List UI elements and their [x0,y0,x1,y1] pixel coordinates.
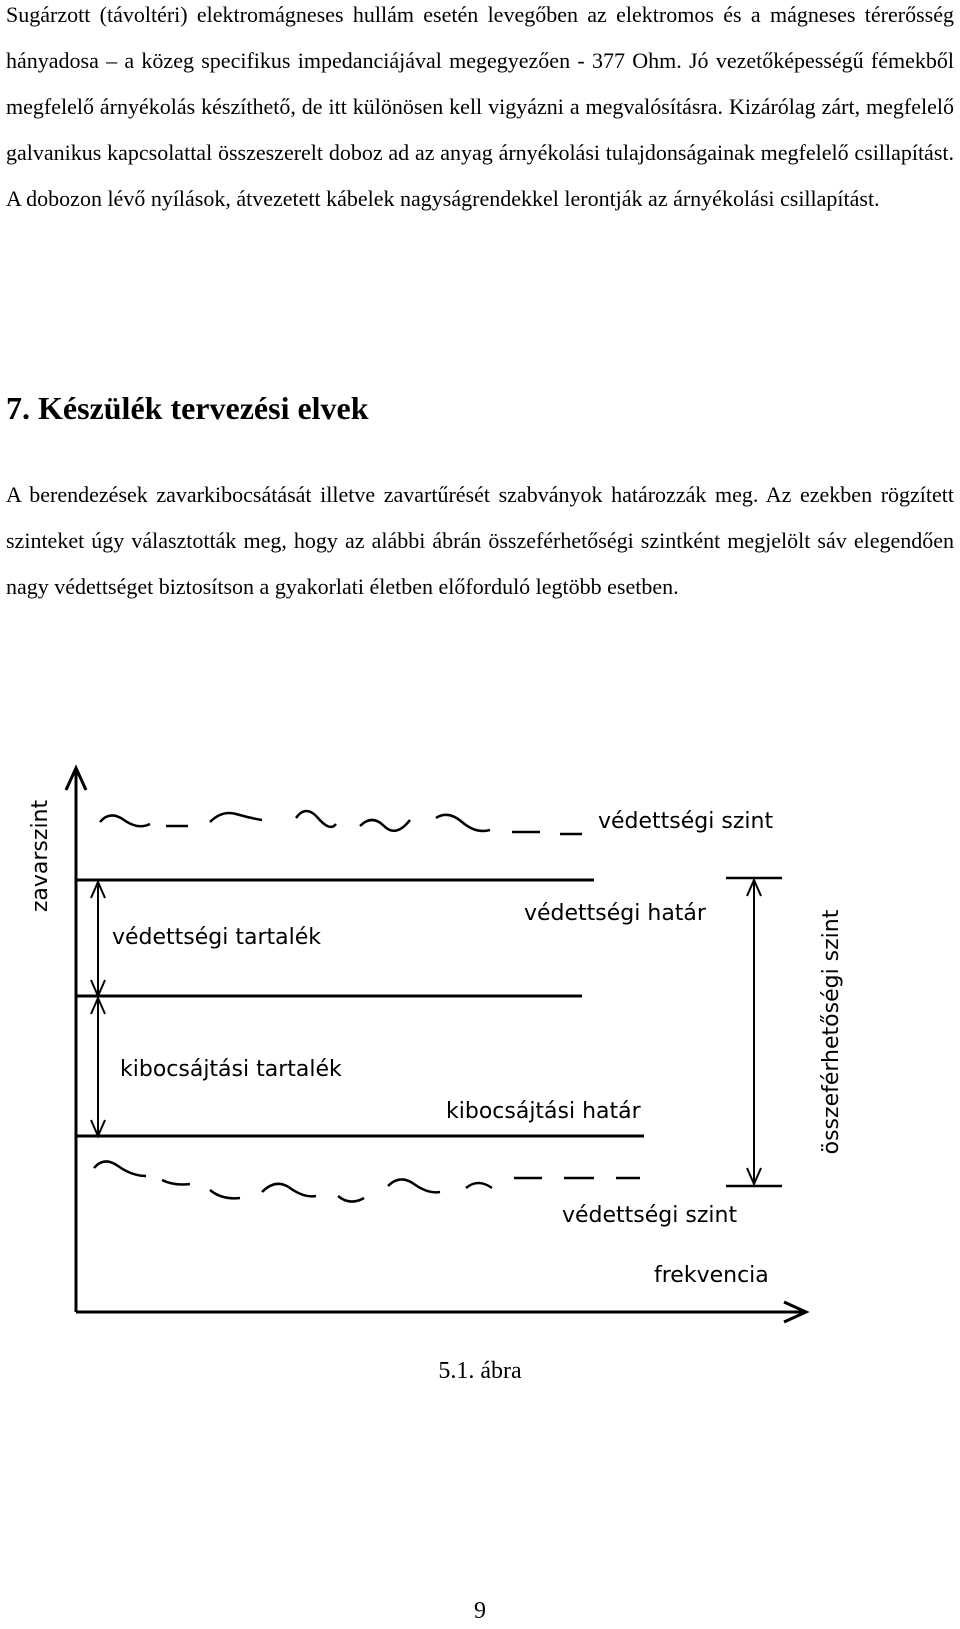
y-axis-label: zavarszint [28,799,53,913]
immunity-level-wave-top [100,811,582,834]
emission-margin-arrow [91,998,105,1136]
compatibility-level-label: összeférhetőségi szint [819,909,844,1155]
immunity-margin-arrow [91,882,105,996]
emission-level-bottom-label: védettségi szint [562,1203,738,1228]
paragraph-design-principles: A berendezések zavarkibocsátását illetve zavartűrését szabványok határozzák meg. Az ezekben rögzített szinteket úgy választották meg, hogy az alábbi ábrán összeférhetőségi szintként megjelölt sáv elegendően nagy védettséget biztosítson a gyakorlati életben előforduló legtöbb esetben. [6,482,954,599]
figure-caption: 5.1. ábra [438,1358,522,1384]
emission-limit-label: kibocsájtási határ [446,1099,641,1124]
y-axis [66,768,86,1312]
x-axis [76,1302,806,1322]
immunity-limit-label: védettségi határ [524,901,706,926]
section-heading: 7. Készülék tervezési elvek [6,390,369,426]
emission-level-wave-bottom [94,1161,640,1201]
emission-margin-label: kibocsájtási tartalék [120,1057,342,1082]
emc-levels-figure [0,760,960,1340]
immunity-margin-label: védettségi tartalék [112,925,322,950]
page-number: 9 [474,1598,486,1624]
immunity-level-top-label: védettségi szint [598,809,774,834]
compatibility-level-arrow [726,878,782,1186]
figure-svg [0,760,960,1340]
paragraph-shielding: Sugárzott (távoltéri) elektromágneses hullám esetén levegőben az elektromos és a mágneses térerősség hányadosa – a közeg specifikus impedanciájával megegyezően - 377 Ohm. Jó vezetőképességű fémekből megfelelő árnyékolás készíthető, de itt különösen kell vigyázni a megvalósításra. Kizárólag zárt, megfelelő galvanikus kapcsolattal összeszerelt doboz ad az anyag árnyékolási tulajdonságainak megfelelő csillapítást. A dobozon lévő nyílások, átvezetett kábelek nagyságrendekkel lerontják az árnyékolási csillapítást. [6,2,954,211]
x-axis-label: frekvencia [654,1263,769,1288]
